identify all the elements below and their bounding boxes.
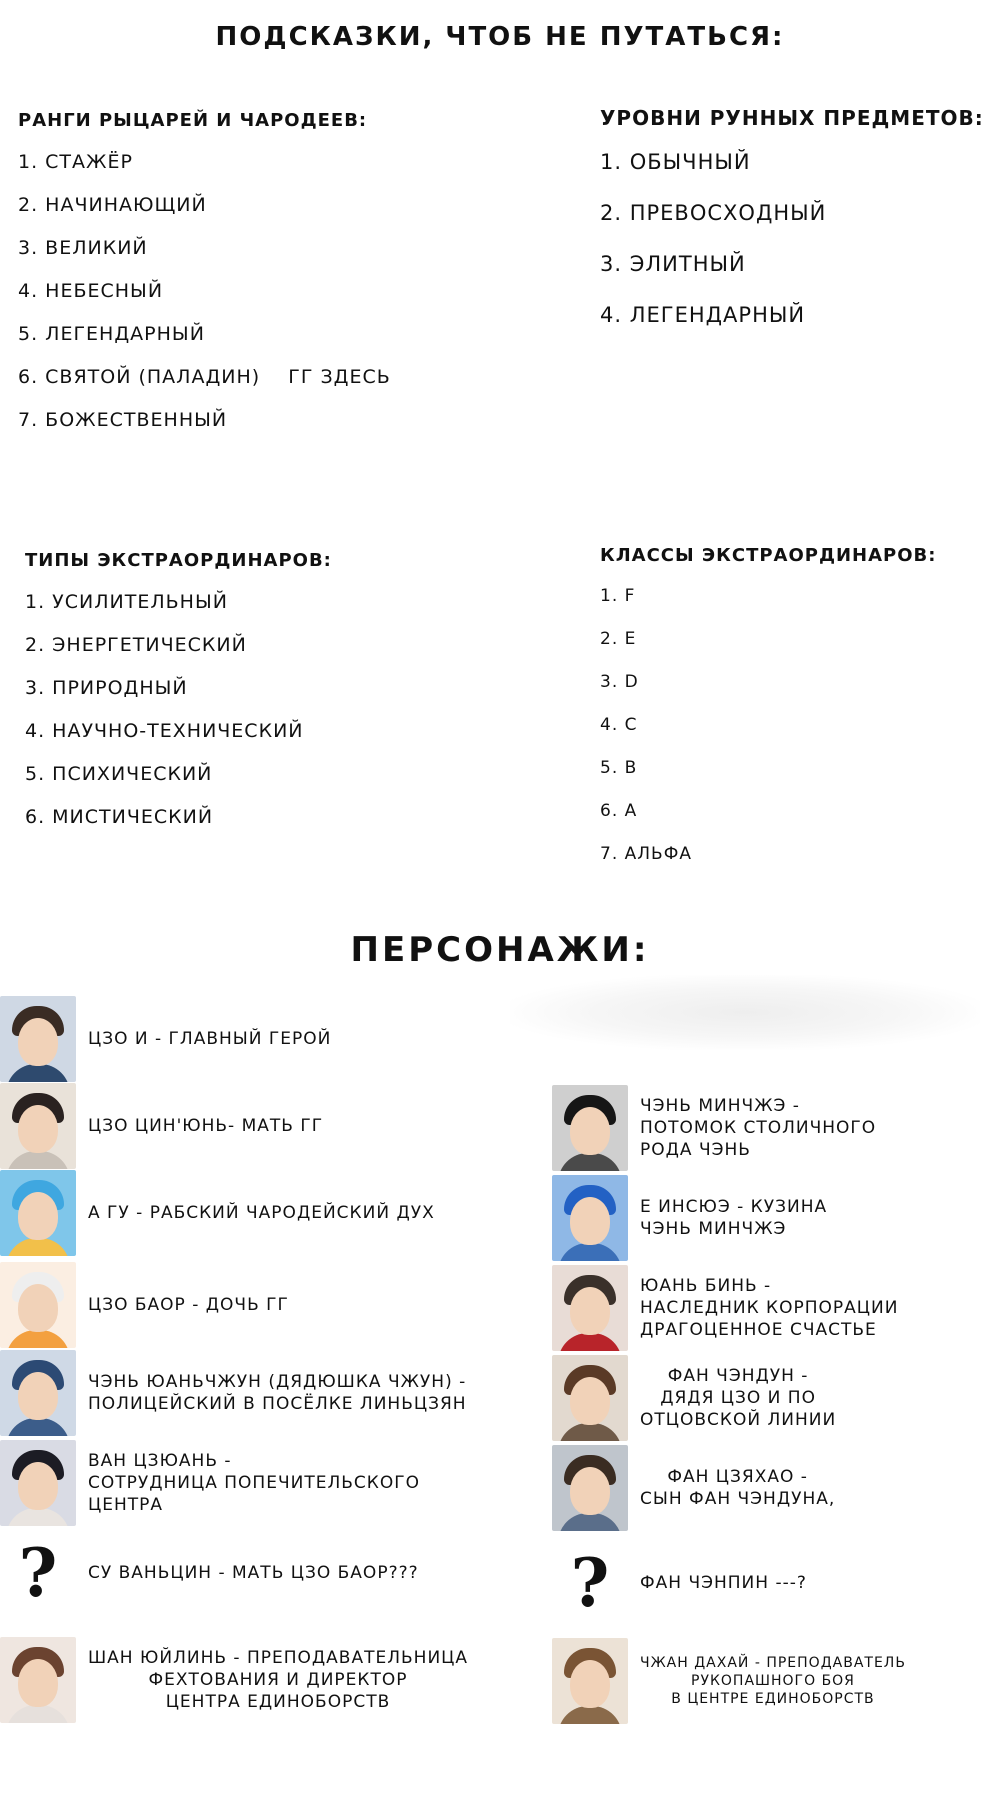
extra-classes-section	[600, 545, 936, 887]
list-item: 6. A	[600, 801, 638, 821]
portrait-shape	[570, 1287, 610, 1335]
character-description	[88, 1450, 420, 1516]
character-text-line: ЧЭНЬ МИНЧЖЭ -	[640, 1096, 800, 1116]
portrait-shape	[570, 1467, 610, 1515]
portrait-shape	[18, 1105, 58, 1153]
character-portrait	[552, 1638, 628, 1724]
portrait-shape	[18, 1462, 58, 1510]
portrait-shape	[6, 1064, 70, 1082]
list-item: 1. ОБЫЧНЫЙ	[600, 150, 751, 174]
character-description	[88, 1115, 323, 1137]
character-text-line: ОТЦОВСКОЙ ЛИНИИ	[640, 1410, 837, 1430]
character-text-line: ШАН ЮЙЛИНЬ - ПРЕПОДАВАТЕЛЬНИЦА	[88, 1648, 468, 1668]
ranks-heading: РАНГИ РЫЦАРЕЙ И ЧАРОДЕЕВ:	[18, 110, 368, 131]
extra-types-section	[25, 550, 332, 849]
list-item	[18, 366, 391, 409]
character-portrait	[0, 1083, 76, 1169]
character-portrait	[552, 1085, 628, 1171]
character-description	[88, 1028, 331, 1050]
character-entry	[0, 1262, 289, 1348]
portrait-shape	[570, 1660, 610, 1708]
list-item: 7. БОЖЕСТВЕННЫЙ	[18, 409, 228, 431]
character-description	[88, 1371, 467, 1415]
portrait-shape	[18, 1192, 58, 1240]
list-item: 5. B	[600, 758, 638, 778]
portrait-shape	[558, 1706, 622, 1724]
portrait-shape	[558, 1513, 622, 1531]
character-text-line: ДРАГОЦЕННОЕ СЧАСТЬЕ	[640, 1320, 877, 1340]
rune-levels-section	[600, 106, 984, 354]
character-description	[640, 1275, 898, 1341]
character-text-line: ЧЭНЬ МИНЧЖЭ	[640, 1219, 787, 1239]
character-text-line: Е ИНСЮЭ - КУЗИНА	[640, 1197, 828, 1217]
extra-types-list	[25, 591, 332, 849]
character-description	[640, 1466, 835, 1510]
extra-classes-list	[600, 586, 936, 887]
character-text-line: ФАН ЦЗЯХАО -	[667, 1467, 808, 1487]
rune-levels-list	[600, 150, 984, 354]
character-text-line: ЧЖАН ДАХАЙ - ПРЕПОДАВАТЕЛЬ	[640, 1655, 906, 1671]
character-entry	[552, 1085, 876, 1171]
list-item: 4. НАУЧНО-ТЕХНИЧЕСКИЙ	[25, 720, 304, 742]
character-entry	[0, 996, 331, 1082]
character-description	[88, 1202, 435, 1224]
character-description	[640, 1196, 827, 1240]
list-item-label: 6. СВЯТОЙ (ПАЛАДИН)	[18, 366, 261, 388]
character-text-line: СУ ВАНЬЦИН - МАТЬ ЦЗО БАОР???	[88, 1563, 419, 1583]
portrait-shape	[18, 1018, 58, 1066]
portrait-shape	[558, 1333, 622, 1351]
character-text-line: ВАН ЦЗЮАНЬ -	[88, 1451, 232, 1471]
question-mark-icon: ?	[18, 1534, 58, 1612]
character-text-line: ЦЗО БАОР - ДОЧЬ ГГ	[88, 1295, 289, 1315]
list-item: 2. НАЧИНАЮЩИЙ	[18, 194, 207, 216]
character-text-line: ЦЕНТРА	[88, 1495, 163, 1515]
hero-rank-note: ГГ ЗДЕСЬ	[288, 366, 391, 388]
character-text-line: СЫН ФАН ЧЭНДУНА,	[640, 1489, 836, 1509]
character-portrait	[0, 1170, 76, 1256]
character-portrait	[0, 1637, 76, 1723]
character-portrait	[0, 1350, 76, 1436]
portrait-shape	[18, 1284, 58, 1332]
list-item: 6. МИСТИЧЕСКИЙ	[25, 806, 214, 828]
list-item: 7. АЛЬФА	[600, 844, 692, 864]
characters-title: ПЕРСОНАЖИ:	[350, 930, 650, 970]
portrait-shape	[570, 1107, 610, 1155]
character-portrait	[0, 1262, 76, 1348]
character-entry	[0, 1083, 323, 1169]
character-entry	[0, 1350, 467, 1436]
extra-types-heading: ТИПЫ ЭКСТРАОРДИНАРОВ:	[25, 550, 332, 571]
character-text-line: ЧЭНЬ ЮАНЬЧЖУН (ДЯДЮШКА ЧЖУН) -	[88, 1372, 467, 1392]
erased-area	[510, 975, 980, 1050]
list-item: 3. ЭЛИТНЫЙ	[600, 252, 746, 276]
page-title: ПОДСКАЗКИ, ЧТОБ НЕ ПУТАТЬСЯ:	[215, 22, 785, 52]
portrait-shape	[6, 1508, 70, 1526]
character-text-line: РУКОПАШНОГО БОЯ	[691, 1673, 855, 1689]
portrait-shape	[6, 1151, 70, 1169]
portrait-shape	[18, 1372, 58, 1420]
extra-classes-heading: КЛАССЫ ЭКСТРАОРДИНАРОВ:	[600, 545, 937, 566]
rune-levels-heading: УРОВНИ РУННЫХ ПРЕДМЕТОВ:	[600, 106, 984, 130]
character-text-line: А ГУ - РАБСКИЙ ЧАРОДЕЙСКИЙ ДУХ	[88, 1203, 435, 1223]
question-mark-icon: ?	[570, 1544, 610, 1622]
character-entry	[0, 1535, 419, 1611]
list-item: 3. ПРИРОДНЫЙ	[25, 677, 188, 699]
portrait-shape	[570, 1197, 610, 1245]
list-item: 1. УСИЛИТЕЛЬНЫЙ	[25, 591, 228, 613]
character-text-line: ФАН ЧЭНПИН ---?	[640, 1573, 807, 1593]
portrait-shape	[6, 1705, 70, 1723]
character-text-line: ДЯДЯ ЦЗО И ПО	[660, 1388, 816, 1408]
ranks-list	[18, 151, 391, 452]
list-item: 1. СТАЖЁР	[18, 151, 133, 173]
list-item: 1. F	[600, 586, 636, 606]
character-text-line: ЦЕНТРА ЕДИНОБОРСТВ	[165, 1692, 391, 1712]
character-entry	[0, 1170, 435, 1256]
character-entry	[0, 1637, 468, 1723]
character-text-line: ФАН ЧЭНДУН -	[667, 1366, 809, 1386]
portrait-shape	[6, 1238, 70, 1256]
character-portrait	[552, 1265, 628, 1351]
character-text-line: ЦЗО И - ГЛАВНЫЙ ГЕРОЙ	[88, 1029, 332, 1049]
character-description	[88, 1562, 419, 1584]
portrait-shape	[6, 1418, 70, 1436]
character-text-line: ЮАНЬ БИНЬ -	[640, 1276, 772, 1296]
list-item: 2. ЭНЕРГЕТИЧЕСКИЙ	[25, 634, 247, 656]
character-text-line: НАСЛЕДНИК КОРПОРАЦИИ	[640, 1298, 899, 1318]
character-portrait	[0, 1440, 76, 1526]
character-text-line: В ЦЕНТРЕ ЕДИНОБОРСТВ	[671, 1691, 875, 1707]
portrait-shape	[570, 1377, 610, 1425]
character-portrait	[0, 996, 76, 1082]
character-entry	[0, 1440, 420, 1526]
portrait-shape	[558, 1423, 622, 1441]
character-entry	[552, 1355, 836, 1441]
character-text-line: ФЕХТОВАНИЯ И ДИРЕКТОР	[148, 1670, 408, 1690]
character-description	[640, 1365, 836, 1431]
character-description	[640, 1572, 807, 1594]
character-portrait	[552, 1175, 628, 1261]
character-text-line: ПОЛИЦЕЙСКИЙ В ПОСЁЛКЕ ЛИНЬЦЗЯН	[88, 1394, 467, 1414]
list-item: 5. ПСИХИЧЕСКИЙ	[25, 763, 213, 785]
portrait-shape	[558, 1243, 622, 1261]
character-description	[640, 1654, 906, 1708]
portrait-shape	[6, 1330, 70, 1348]
character-text-line: ЦЗО ЦИН'ЮНЬ- МАТЬ ГГ	[88, 1116, 324, 1136]
character-portrait	[552, 1445, 628, 1531]
portrait-shape	[558, 1153, 622, 1171]
character-entry	[552, 1265, 898, 1351]
list-item: 3. ВЕЛИКИЙ	[18, 237, 148, 259]
list-item: 4. НЕБЕСНЫЙ	[18, 280, 164, 302]
character-description	[88, 1647, 468, 1713]
ranks-section	[18, 110, 391, 452]
character-portrait	[552, 1355, 628, 1441]
character-description	[88, 1294, 289, 1316]
character-text-line: РОДА ЧЭНЬ	[640, 1140, 751, 1160]
character-description	[640, 1095, 876, 1161]
list-item: 3. D	[600, 672, 639, 692]
list-item: 4. ЛЕГЕНДАРНЫЙ	[600, 303, 806, 327]
list-item: 2. ПРЕВОСХОДНЫЙ	[600, 201, 827, 225]
character-text-line: ПОТОМОК СТОЛИЧНОГО	[640, 1118, 877, 1138]
character-entry	[552, 1545, 807, 1621]
portrait-shape	[18, 1659, 58, 1707]
character-entry	[552, 1638, 906, 1724]
list-item: 2. E	[600, 629, 637, 649]
character-entry	[552, 1175, 827, 1261]
list-item: 5. ЛЕГЕНДАРНЫЙ	[18, 323, 205, 345]
list-item: 4. C	[600, 715, 638, 735]
character-entry	[552, 1445, 835, 1531]
character-text-line: СОТРУДНИЦА ПОПЕЧИТЕЛЬСКОГО	[88, 1473, 420, 1493]
